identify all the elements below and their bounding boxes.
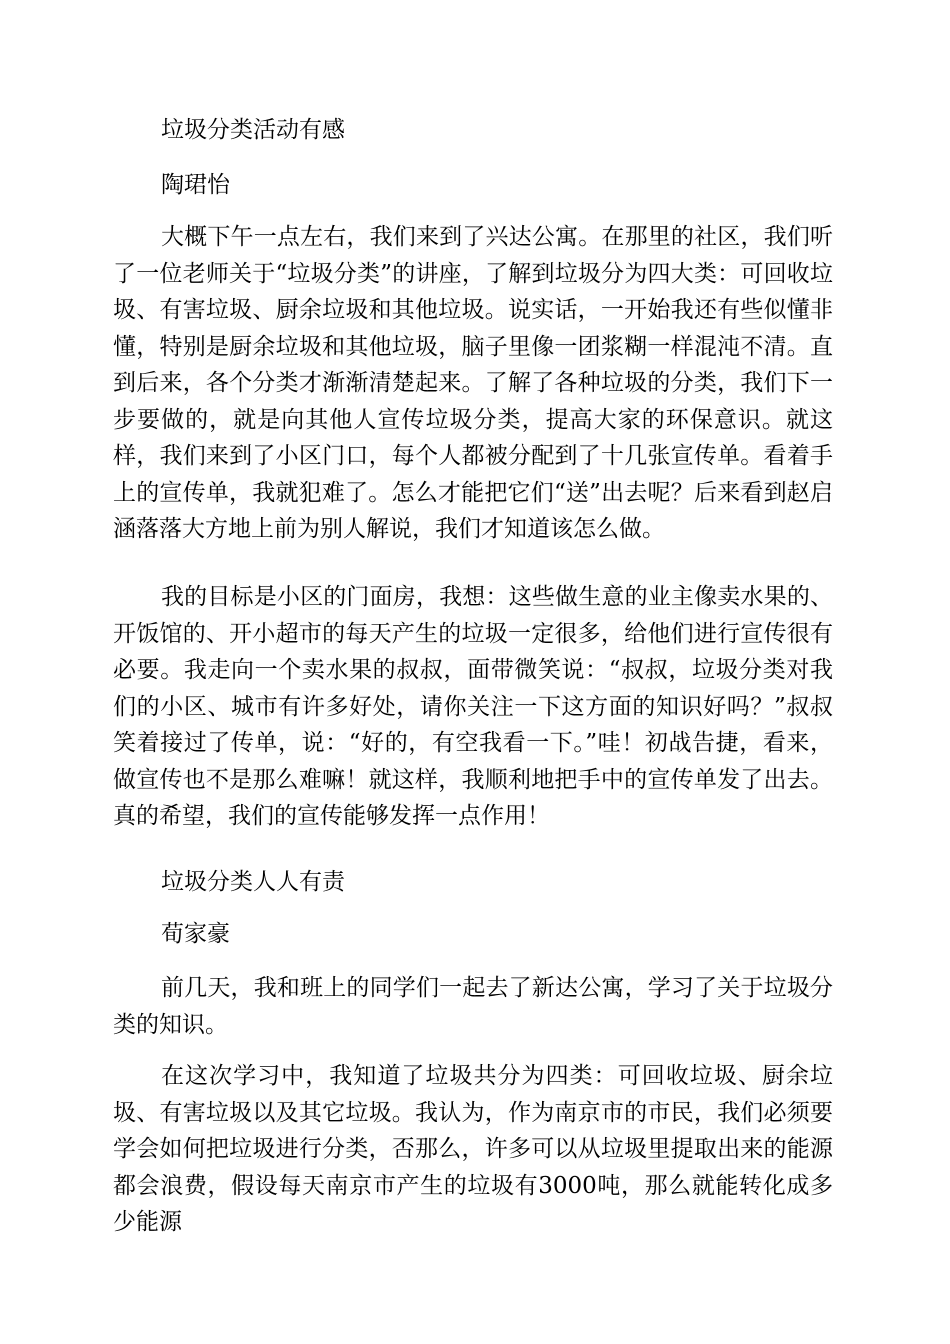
article2-title: 垃圾分类人人有责 xyxy=(161,869,345,895)
article1-paragraph-2: 我的目标是小区的门面房，我想：这些做生意的业主像卖水果的、开饭馆的、开小超市的每天产生的垃圾一定很多，给他们进行宣传很有必要。我走向一个卖水果的叔叔，面带微笑说：“叔叔，垃圾分类对我们的小区、城市有许多好处，请你关注一下这方面的知识好吗？”叔叔笑着接过了传单，说：“好的，有空我看一下。”哇！初战告捷，看来，做宣传也不是那么难嘛！就这样，我顺利地把手中的宣传单发了出去。真的希望，我们的宣传能够发挥一点作用！ xyxy=(113,584,833,829)
article2-paragraph-2: 在这次学习中，我知道了垃圾共分为四类：可回收垃圾、厨余垃圾、有害垃圾以及其它垃圾。我认为，作为南京市的市民，我们必须要学会如何把垃圾进行分类，否那么，许多可以从垃圾里提取出来的能源都会浪费，假设每天南京市产生的垃圾有3000吨，那么就能转化成多少能源 xyxy=(113,1063,833,1235)
article1-title: 垃圾分类活动有感 xyxy=(161,117,345,143)
article1-author: 陶珺怡 xyxy=(161,172,230,198)
article1-paragraph-1: 大概下午一点左右，我们来到了兴达公寓。在那里的社区，我们听了一位老师关于“垃圾分类”的讲座，了解到垃圾分为四大类：可回收垃圾、有害垃圾、厨余垃圾和其他垃圾。说实话，一开始我还有些似懂非懂，特别是厨余垃圾和其他垃圾，脑子里像一团浆糊一样混沌不清。直到后来，各个分类才渐渐清楚起来。了解了各种垃圾的分类，我们下一步要做的，就是向其他人宣传垃圾分类，提高大家的环保意识。就这样，我们来到了小区门口，每个人都被分配到了十几张宣传单。看着手上的宣传单，我就犯难了。怎么才能把它们“送”出去呢？后来看到赵启涵落落大方地上前为别人解说，我们才知道该怎么做。 xyxy=(113,224,833,542)
article2-paragraph-1: 前几天，我和班上的同学们一起去了新达公寓，学习了关于垃圾分类的知识。 xyxy=(113,975,833,1038)
article2-author: 荀家豪 xyxy=(161,921,230,947)
